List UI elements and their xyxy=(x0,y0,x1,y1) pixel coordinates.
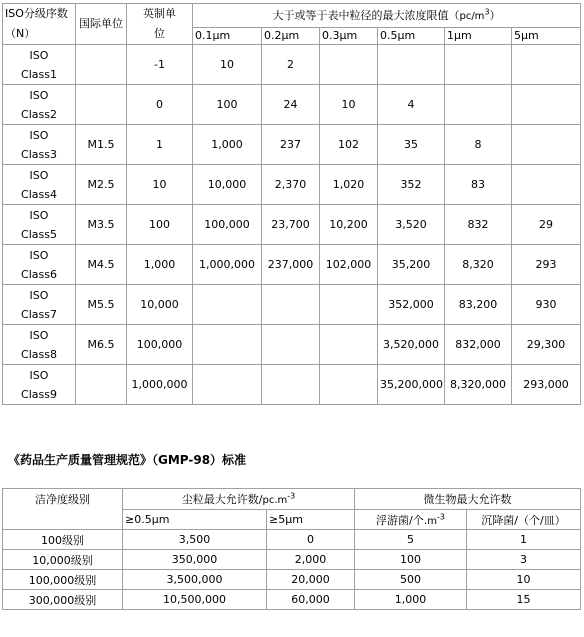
value-0.1-cell xyxy=(193,325,262,365)
iso-class-table xyxy=(2,3,581,405)
value-0.1-cell xyxy=(193,285,262,325)
value-5-cell: 930 xyxy=(512,285,581,325)
dust-0.5-cell: 3,500,000 xyxy=(123,570,267,590)
value-5-cell: 29 xyxy=(512,205,581,245)
iso-class-line2: Class1 xyxy=(21,67,57,81)
imperial-unit-cell: 100,000 xyxy=(127,325,193,365)
iso-class-line1: ISO xyxy=(29,288,49,302)
value-1-cell xyxy=(445,45,512,85)
gmp-rows xyxy=(3,530,581,610)
cleanliness-level-cell: 100,000级别 xyxy=(3,570,123,590)
value-0.1-cell: 1,000 xyxy=(193,125,262,165)
size-header-0.5: 0.5μm xyxy=(378,27,445,44)
value-0.2-cell: 23,700 xyxy=(262,205,320,245)
iso-class-cell xyxy=(3,325,76,365)
value-0.2-cell: 237 xyxy=(262,125,320,165)
iso-class-line1: ISO xyxy=(29,168,49,182)
settling-bacteria-cell: 10 xyxy=(467,570,581,590)
value-0.2-cell: 24 xyxy=(262,85,320,125)
size-header-0.2: 0.2μm xyxy=(262,27,320,44)
value-5-cell xyxy=(512,45,581,85)
settling-bacteria-cell: 15 xyxy=(467,590,581,610)
table-row xyxy=(3,245,581,285)
floating-bacteria-cell: 1,000 xyxy=(355,590,467,610)
value-0.5-cell: 352 xyxy=(378,165,445,205)
gmp-cleanliness-table xyxy=(2,488,581,610)
imperial-unit-cell: 1,000,000 xyxy=(127,365,193,405)
value-0.3-cell: 1,020 xyxy=(320,165,378,205)
value-0.1-cell: 1,000,000 xyxy=(193,245,262,285)
iso-class-line1: ISO xyxy=(29,248,49,262)
gmp-section-title: 《药品生产质量管理规范》（GMP-98）标准 xyxy=(8,453,247,467)
iso-class-line2: Class7 xyxy=(21,307,57,321)
table-row xyxy=(3,590,581,610)
table-row xyxy=(3,325,581,365)
value-5-cell: 29,300 xyxy=(512,325,581,365)
iso-class-line2: Class8 xyxy=(21,347,57,361)
intl-unit-cell xyxy=(76,45,127,85)
value-1-cell: 83,200 xyxy=(445,285,512,325)
table-row xyxy=(3,365,581,405)
size-header-1: 1μm xyxy=(445,27,512,44)
dust-max-header: 尘粒最大允许数$/pc.m^{-3}$ xyxy=(123,489,355,510)
value-1-cell: 8 xyxy=(445,125,512,165)
iso-class-line2: Class2 xyxy=(21,107,57,121)
max-concentration-header: 大于或等于表中粒径的最大浓度限值$(pc/m^3)$ xyxy=(193,4,581,28)
value-0.1-cell: 10 xyxy=(193,45,262,85)
iso-class-cell xyxy=(3,365,76,405)
floating-bacteria-cell: 100 xyxy=(355,550,467,570)
value-0.5-cell: 3,520,000 xyxy=(378,325,445,365)
size-header-0.1: 0.1μm xyxy=(193,27,262,44)
imperial-unit-header: 英制单位 xyxy=(127,4,193,45)
cleanliness-level-cell: 300,000级别 xyxy=(3,590,123,610)
dust-0.5-cell: 350,000 xyxy=(123,550,267,570)
value-0.3-cell xyxy=(320,285,378,325)
table-row xyxy=(3,570,581,590)
intl-unit-cell: M6.5 xyxy=(76,325,127,365)
value-0.2-cell: 237,000 xyxy=(262,245,320,285)
size-header-0.3: 0.3μm xyxy=(320,27,378,44)
intl-unit-cell xyxy=(76,365,127,405)
value-5-cell: 293 xyxy=(512,245,581,285)
value-0.1-cell: 100,000 xyxy=(193,205,262,245)
iso-class-line1: ISO xyxy=(29,88,49,102)
table-row xyxy=(3,530,581,550)
size-header-5: 5μm xyxy=(512,27,581,44)
imperial-unit-cell: -1 xyxy=(127,45,193,85)
value-0.3-cell: 102 xyxy=(320,125,378,165)
value-1-cell: 832,000 xyxy=(445,325,512,365)
value-0.2-cell: 2,370 xyxy=(262,165,320,205)
dust-5-header: ≥5μm xyxy=(267,510,355,530)
iso-class-rows xyxy=(3,45,581,405)
value-1-cell: 8,320,000 xyxy=(445,365,512,405)
intl-unit-cell: M2.5 xyxy=(76,165,127,205)
table-row xyxy=(3,165,581,205)
iso-class-cell xyxy=(3,285,76,325)
floating-bacteria-cell: 5 xyxy=(355,530,467,550)
iso-class-line1: ISO xyxy=(29,48,49,62)
value-0.2-cell xyxy=(262,325,320,365)
imperial-unit-cell: 1,000 xyxy=(127,245,193,285)
dust-5-cell: 60,000 xyxy=(267,590,355,610)
value-0.3-cell xyxy=(320,325,378,365)
cleanliness-level-cell: 10,000级别 xyxy=(3,550,123,570)
imperial-unit-cell: 100 xyxy=(127,205,193,245)
intl-unit-cell: M3.5 xyxy=(76,205,127,245)
intl-unit-cell: M1.5 xyxy=(76,125,127,165)
iso-class-cell xyxy=(3,205,76,245)
dust-5-cell: 0 xyxy=(267,530,355,550)
value-0.5-cell: 3,520 xyxy=(378,205,445,245)
value-5-cell: 293,000 xyxy=(512,365,581,405)
value-1-cell xyxy=(445,85,512,125)
value-1-cell: 83 xyxy=(445,165,512,205)
value-0.2-cell xyxy=(262,365,320,405)
intl-unit-cell: M4.5 xyxy=(76,245,127,285)
table-row xyxy=(3,205,581,245)
value-0.3-cell: 10 xyxy=(320,85,378,125)
intl-unit-cell: M5.5 xyxy=(76,285,127,325)
iso-class-line2: Class6 xyxy=(21,267,57,281)
iso-class-cell xyxy=(3,165,76,205)
value-1-cell: 8,320 xyxy=(445,245,512,285)
value-0.5-cell: 352,000 xyxy=(378,285,445,325)
value-0.3-cell: 102,000 xyxy=(320,245,378,285)
iso-class-line1: ISO xyxy=(29,368,49,382)
iso-class-line2: Class9 xyxy=(21,387,57,401)
value-0.5-cell: 35,200,000 xyxy=(378,365,445,405)
iso-class-line2: Class4 xyxy=(21,187,57,201)
iso-class-line2: Class5 xyxy=(21,227,57,241)
table-row xyxy=(3,45,581,85)
imperial-unit-cell: 1 xyxy=(127,125,193,165)
settling-bacteria-header: 沉降菌/（个/皿） xyxy=(467,510,581,530)
intl-unit-header: 国际单位 xyxy=(76,4,127,45)
cleanliness-level-header: 洁净度级别 xyxy=(3,489,123,530)
value-5-cell xyxy=(512,165,581,205)
settling-bacteria-cell: 3 xyxy=(467,550,581,570)
table-row xyxy=(3,550,581,570)
table-row xyxy=(3,125,581,165)
value-5-cell xyxy=(512,85,581,125)
settling-bacteria-cell: 1 xyxy=(467,530,581,550)
floating-bacteria-cell: 500 xyxy=(355,570,467,590)
intl-unit-cell xyxy=(76,85,127,125)
dust-5-cell: 20,000 xyxy=(267,570,355,590)
dust-0.5-cell: 3,500 xyxy=(123,530,267,550)
dust-0.5-cell: 10,500,000 xyxy=(123,590,267,610)
table-row xyxy=(3,85,581,125)
cleanliness-level-cell: 100级别 xyxy=(3,530,123,550)
dust-5-cell: 2,000 xyxy=(267,550,355,570)
value-0.5-cell: 35 xyxy=(378,125,445,165)
value-1-cell: 832 xyxy=(445,205,512,245)
iso-class-header: ISO分级序数（N） xyxy=(3,4,76,45)
iso-class-cell xyxy=(3,245,76,285)
iso-class-line1: ISO xyxy=(29,208,49,222)
value-0.5-cell: 35,200 xyxy=(378,245,445,285)
imperial-unit-cell: 10,000 xyxy=(127,285,193,325)
value-0.1-cell: 10,000 xyxy=(193,165,262,205)
iso-class-cell xyxy=(3,125,76,165)
iso-class-cell xyxy=(3,85,76,125)
value-0.3-cell: 10,200 xyxy=(320,205,378,245)
value-0.2-cell: 2 xyxy=(262,45,320,85)
microbe-max-header: 微生物最大允许数 xyxy=(355,489,581,510)
iso-class-line1: ISO xyxy=(29,328,49,342)
table-row xyxy=(3,285,581,325)
value-0.3-cell xyxy=(320,365,378,405)
imperial-unit-cell: 10 xyxy=(127,165,193,205)
dust-0.5-header: ≥0.5μm xyxy=(123,510,267,530)
floating-bacteria-header: 浮游菌/个$.m^{-3}$ xyxy=(355,510,467,530)
value-0.5-cell xyxy=(378,45,445,85)
value-0.1-cell xyxy=(193,365,262,405)
iso-class-line1: ISO xyxy=(29,128,49,142)
imperial-unit-cell: 0 xyxy=(127,85,193,125)
iso-class-cell xyxy=(3,45,76,85)
value-0.3-cell xyxy=(320,45,378,85)
value-0.5-cell: 4 xyxy=(378,85,445,125)
value-0.2-cell xyxy=(262,285,320,325)
value-0.1-cell: 100 xyxy=(193,85,262,125)
iso-class-line2: Class3 xyxy=(21,147,57,161)
value-5-cell xyxy=(512,125,581,165)
